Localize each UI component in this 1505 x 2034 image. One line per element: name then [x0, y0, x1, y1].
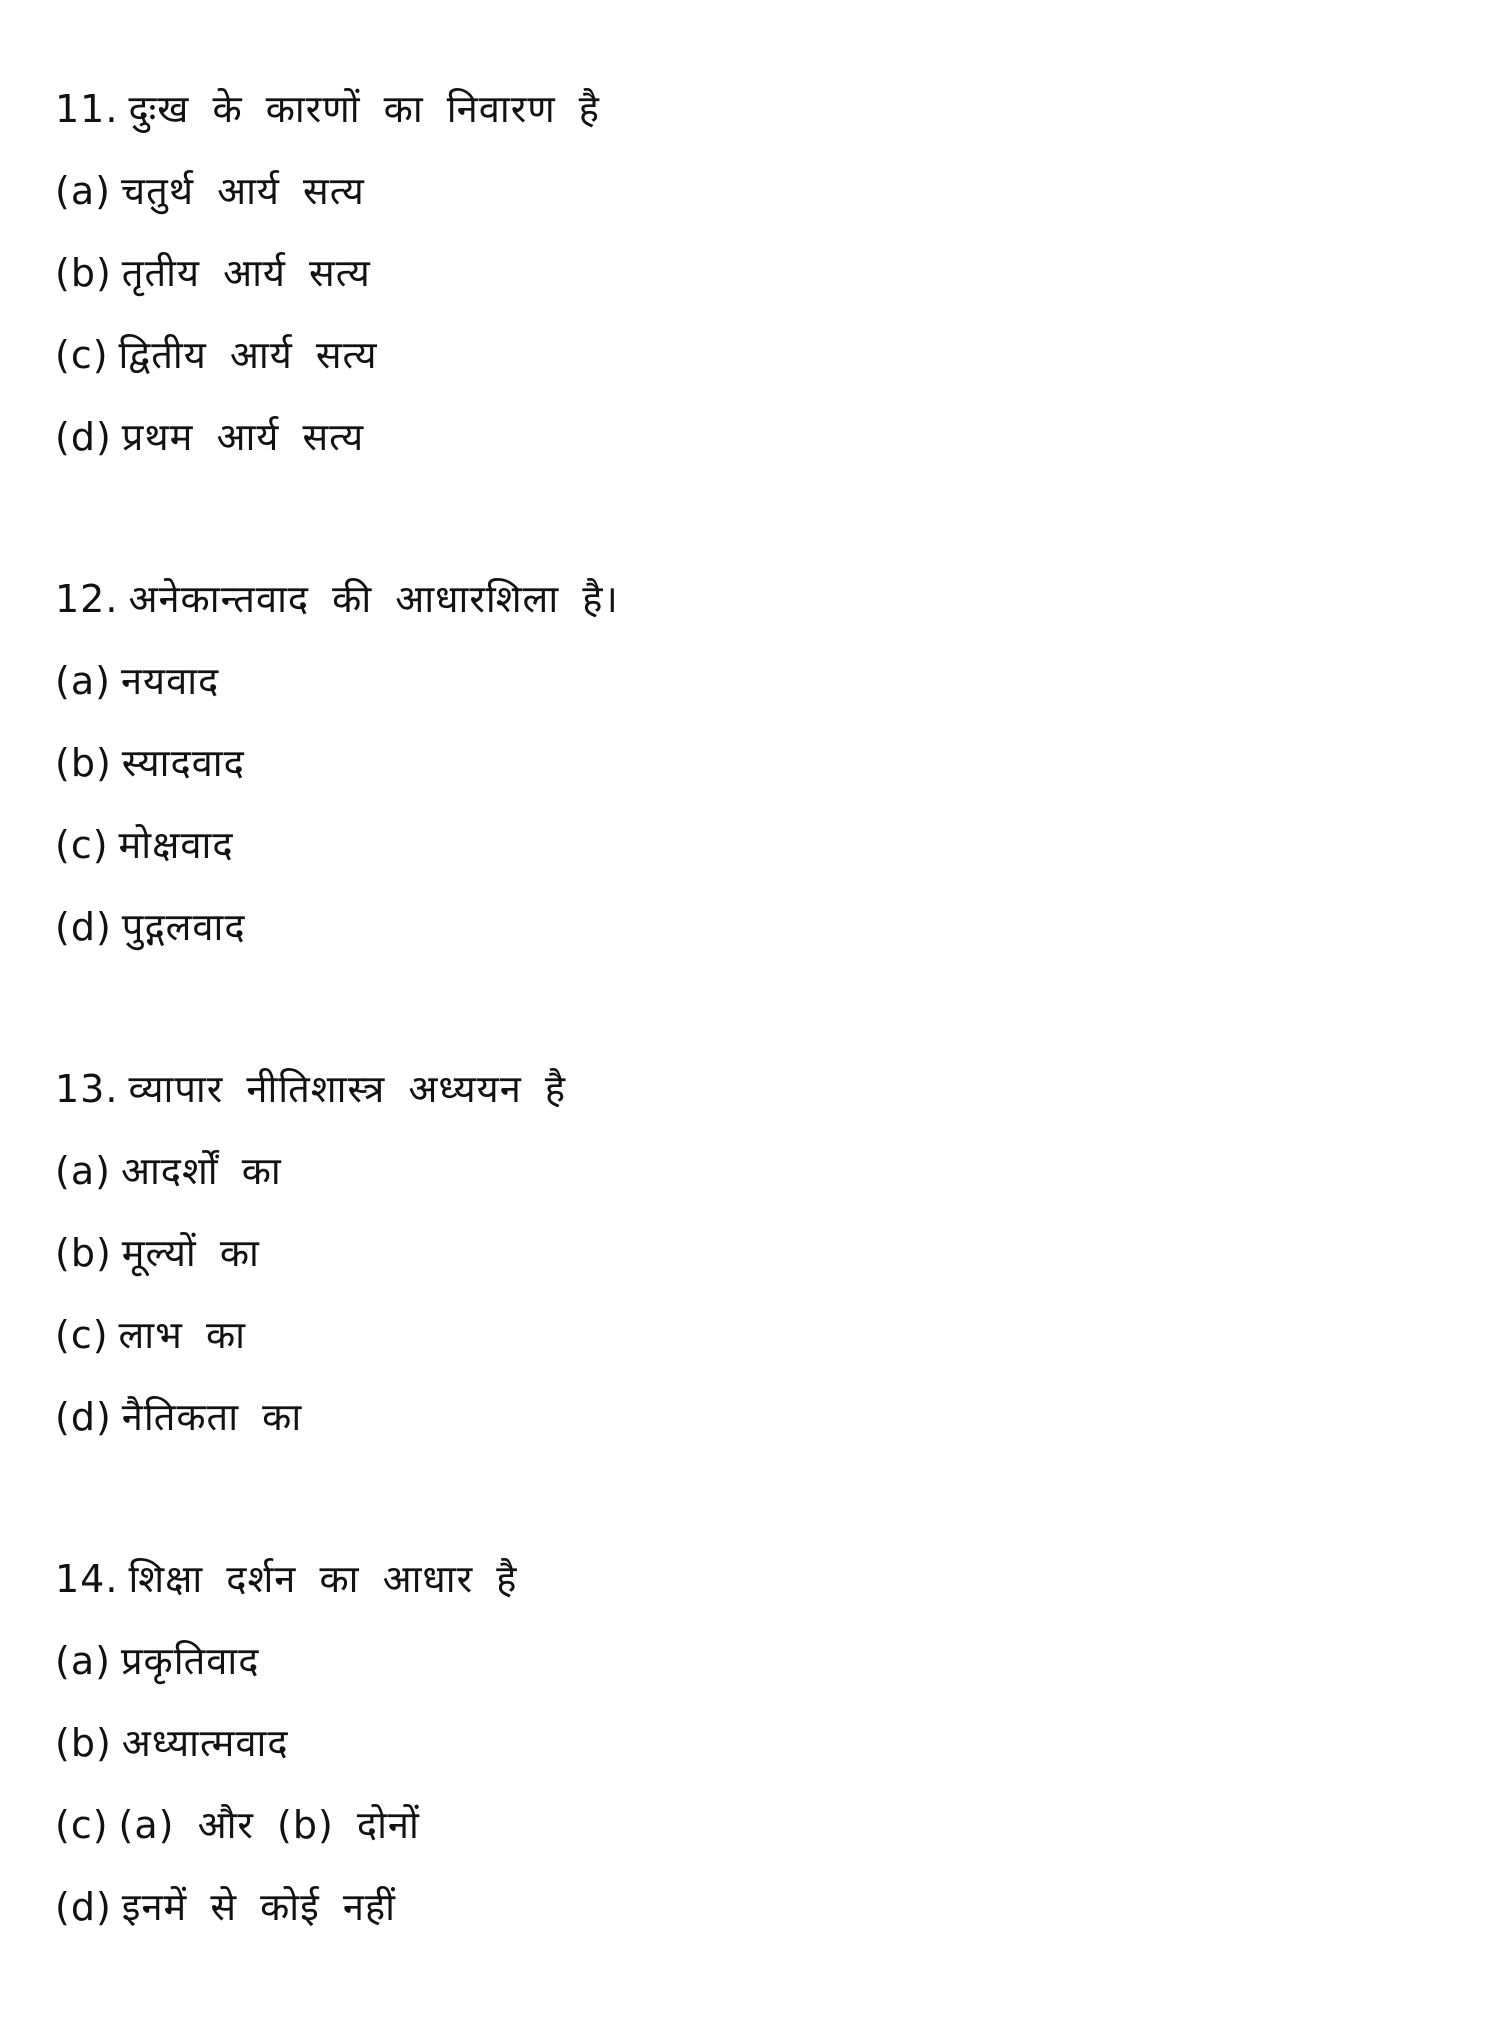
question-stem	[55, 1538, 1455, 1620]
option-label: (a)	[55, 1639, 111, 1683]
option-c	[55, 314, 1455, 396]
option-label: (a)	[55, 659, 111, 703]
option-label: (d)	[55, 905, 112, 949]
option-text: प्रथम आर्य सत्य	[121, 415, 365, 459]
option-text: नैतिकता का	[121, 1395, 303, 1439]
question-text: शिक्षा दर्शन का आधार है	[128, 1557, 518, 1601]
option-label: (b)	[55, 1231, 112, 1275]
question-stem	[55, 68, 1455, 150]
option-text: पुद्गलवाद	[121, 905, 246, 949]
option-label: (d)	[55, 1885, 112, 1929]
question-number: 12.	[55, 577, 119, 621]
question-11	[55, 68, 1455, 478]
question-text: दुःख के कारणों का निवारण है	[128, 87, 600, 131]
option-text: चतुर्थ आर्य सत्य	[120, 169, 365, 213]
question-number: 13.	[55, 1067, 119, 1111]
option-text: नयवाद	[120, 659, 220, 703]
option-text: प्रकृतिवाद	[120, 1639, 260, 1683]
option-label: (c)	[55, 333, 109, 377]
option-text: इनमें से कोई नहीं	[121, 1885, 396, 1929]
option-b	[55, 1702, 1455, 1784]
question-text: व्यापार नीतिशास्त्र अध्ययन है	[128, 1067, 567, 1111]
option-b	[55, 232, 1455, 314]
option-text: लाभ का	[118, 1313, 246, 1357]
question-number: 11.	[55, 87, 119, 131]
option-text: स्यादवाद	[121, 741, 245, 785]
option-a	[55, 1620, 1455, 1702]
option-b	[55, 1212, 1455, 1294]
option-label: (b)	[55, 251, 112, 295]
option-label: (c)	[55, 1313, 109, 1357]
option-text: आदर्शों का	[120, 1149, 282, 1193]
option-text: (a) और (b) दोनों	[118, 1803, 420, 1847]
option-d	[55, 886, 1455, 968]
option-label: (a)	[55, 1149, 111, 1193]
option-c	[55, 804, 1455, 886]
option-a	[55, 1130, 1455, 1212]
option-b	[55, 722, 1455, 804]
option-label: (d)	[55, 415, 112, 459]
question-number: 14.	[55, 1557, 119, 1601]
option-text: अध्यात्मवाद	[121, 1721, 289, 1765]
option-text: मूल्यों का	[121, 1231, 260, 1275]
question-stem	[55, 558, 1455, 640]
option-label: (a)	[55, 169, 111, 213]
option-label: (c)	[55, 823, 109, 867]
question-text: अनेकान्तवाद की आधारशिला है।	[128, 577, 619, 621]
option-a	[55, 640, 1455, 722]
option-text: मोक्षवाद	[118, 823, 234, 867]
option-a	[55, 150, 1455, 232]
option-label: (b)	[55, 1721, 112, 1765]
option-d	[55, 1866, 1455, 1948]
question-14	[55, 1538, 1455, 1948]
option-d	[55, 396, 1455, 478]
option-text: तृतीय आर्य सत्य	[121, 251, 371, 295]
option-d	[55, 1376, 1455, 1458]
question-13	[55, 1048, 1455, 1458]
option-text: द्वितीय आर्य सत्य	[118, 333, 378, 377]
option-c	[55, 1784, 1455, 1866]
option-label: (d)	[55, 1395, 112, 1439]
option-label: (c)	[55, 1803, 109, 1847]
question-12	[55, 558, 1455, 968]
option-c	[55, 1294, 1455, 1376]
option-label: (b)	[55, 741, 112, 785]
question-stem	[55, 1048, 1455, 1130]
